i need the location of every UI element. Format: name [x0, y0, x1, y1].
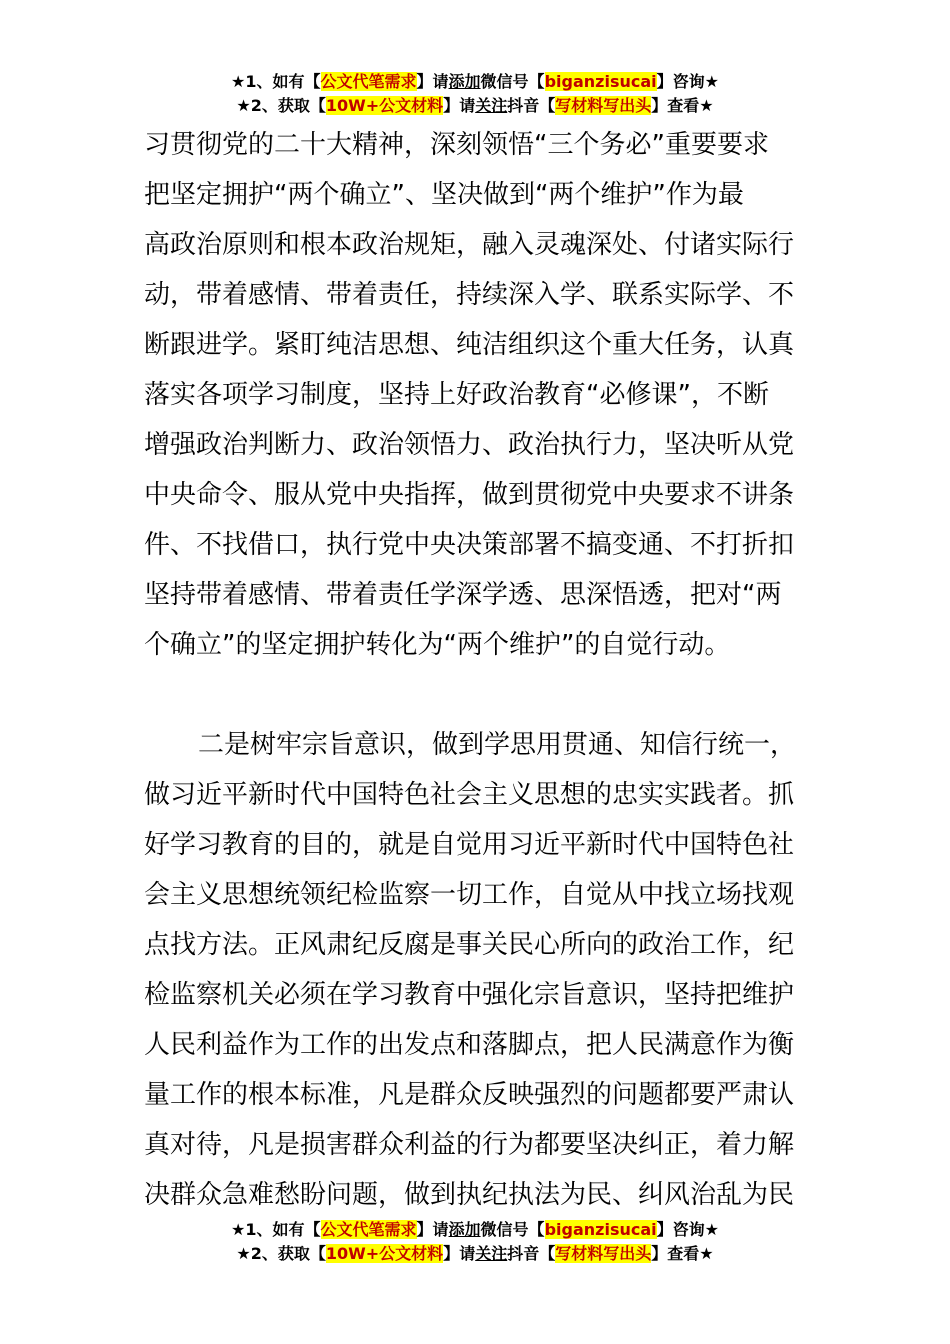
header-banner: [0, 70, 950, 118]
text-line-first: [144, 720, 808, 770]
banner-line-2: [0, 1242, 950, 1266]
text-line: 中央命令、服从党中央指挥，做到贯彻党中央要求不讲条: [144, 480, 795, 510]
banner-text: 抖音【: [507, 96, 556, 115]
banner-text: 】查看★: [651, 1244, 714, 1263]
text-line: 决群众急难愁盼问题，做到执纪执法为民、纠风治乱为民: [144, 1180, 795, 1210]
banner-highlight: biganzisucai: [544, 72, 657, 91]
banner-text: ★1、如有【: [231, 72, 321, 91]
text-line: 坚持带着感情、带着责任学深学透、思深悟透，把对“两: [144, 580, 782, 610]
banner-underline: 关注: [475, 1244, 508, 1263]
banner-text: 】请: [416, 1220, 449, 1239]
banner-text: ★2、获取【: [236, 1244, 326, 1263]
text-line: 做习近平新时代中国特色社会主义思想的忠实实践者。抓: [144, 780, 795, 810]
banner-line-1: [0, 70, 950, 94]
banner-text: 】请: [443, 96, 476, 115]
banner-line-2: [0, 94, 950, 118]
footer-banner: [0, 1218, 950, 1266]
text-line: 增强政治判断力、政治领悟力、政治执行力，坚决听从党: [144, 430, 795, 460]
banner-text: 】请: [443, 1244, 476, 1263]
text-line: 检监察机关必须在学习教育中强化宗旨意识，坚持把维护: [144, 980, 795, 1010]
banner-text: 】请: [416, 72, 449, 91]
text-line: 好学习教育的目的，就是自觉用习近平新时代中国特色社: [144, 830, 795, 860]
banner-text: 抖音【: [507, 1244, 556, 1263]
banner-highlight: 公文代笔需求: [320, 1220, 417, 1239]
text-line: 习贯彻党的二十大精神，深刻领悟“三个务必”重要要求: [144, 130, 769, 160]
banner-underline: 添加: [448, 72, 481, 91]
banner-text: 】咨询★: [656, 1220, 719, 1239]
text-line: 量工作的根本标准，凡是群众反映强烈的问题都要严肃认: [144, 1080, 795, 1110]
text-line: 人民利益作为工作的出发点和落脚点，把人民满意作为衡: [144, 1030, 795, 1060]
banner-text: 微信号【: [480, 1220, 545, 1239]
text-line: 把坚定拥护“两个确立”、坚决做到“两个维护”作为最: [144, 180, 744, 210]
banner-text: ★1、如有【: [231, 1220, 321, 1239]
text-line: 真对待，凡是损害群众利益的行为都要坚决纠正，着力解: [144, 1130, 795, 1160]
banner-highlight: biganzisucai: [544, 1220, 657, 1239]
banner-text: ★2、获取【: [236, 96, 326, 115]
banner-highlight: 公文代笔需求: [320, 72, 417, 91]
text-line: 件、不找借口，执行党中央决策部署不搞变通、不打折扣: [144, 530, 795, 560]
banner-highlight: 写材料写出头: [555, 1244, 652, 1263]
banner-line-1: [0, 1218, 950, 1242]
text-line: 个确立”的坚定拥护转化为“两个维护”的自觉行动。: [144, 630, 731, 660]
banner-highlight: 写材料写出头: [555, 96, 652, 115]
banner-underline: 关注: [475, 96, 508, 115]
banner-text: 微信号【: [480, 72, 545, 91]
text-line: 落实各项学习制度，坚持上好政治教育“必修课”，不断: [144, 380, 769, 410]
banner-highlight: 10W+公文材料: [325, 96, 444, 115]
text-line: 动，带着感情、带着责任，持续深入学、联系实际学、不: [144, 280, 795, 310]
paragraph-2: [144, 720, 808, 1220]
banner-underline: 添加: [448, 1220, 481, 1239]
text-line: 断跟进学。紧盯纯洁思想、纯洁组织这个重大任务，认真: [144, 330, 795, 360]
banner-highlight: 10W+公文材料: [325, 1244, 444, 1263]
paragraph-1: [144, 120, 808, 670]
text-line: 点找方法。正风肃纪反腐是事关民心所向的政治工作，纪: [144, 930, 795, 960]
text-line-content: 二是树牢宗旨意识，做到学思用贯通、知信行统一，: [198, 730, 797, 760]
text-line: 会主义思想统领纪检监察一切工作，自觉从中找立场找观: [144, 880, 795, 910]
banner-text: 】查看★: [651, 96, 714, 115]
banner-text: 】咨询★: [656, 72, 719, 91]
text-line: 高政治原则和根本政治规矩，融入灵魂深处、付诸实际行: [144, 230, 795, 260]
